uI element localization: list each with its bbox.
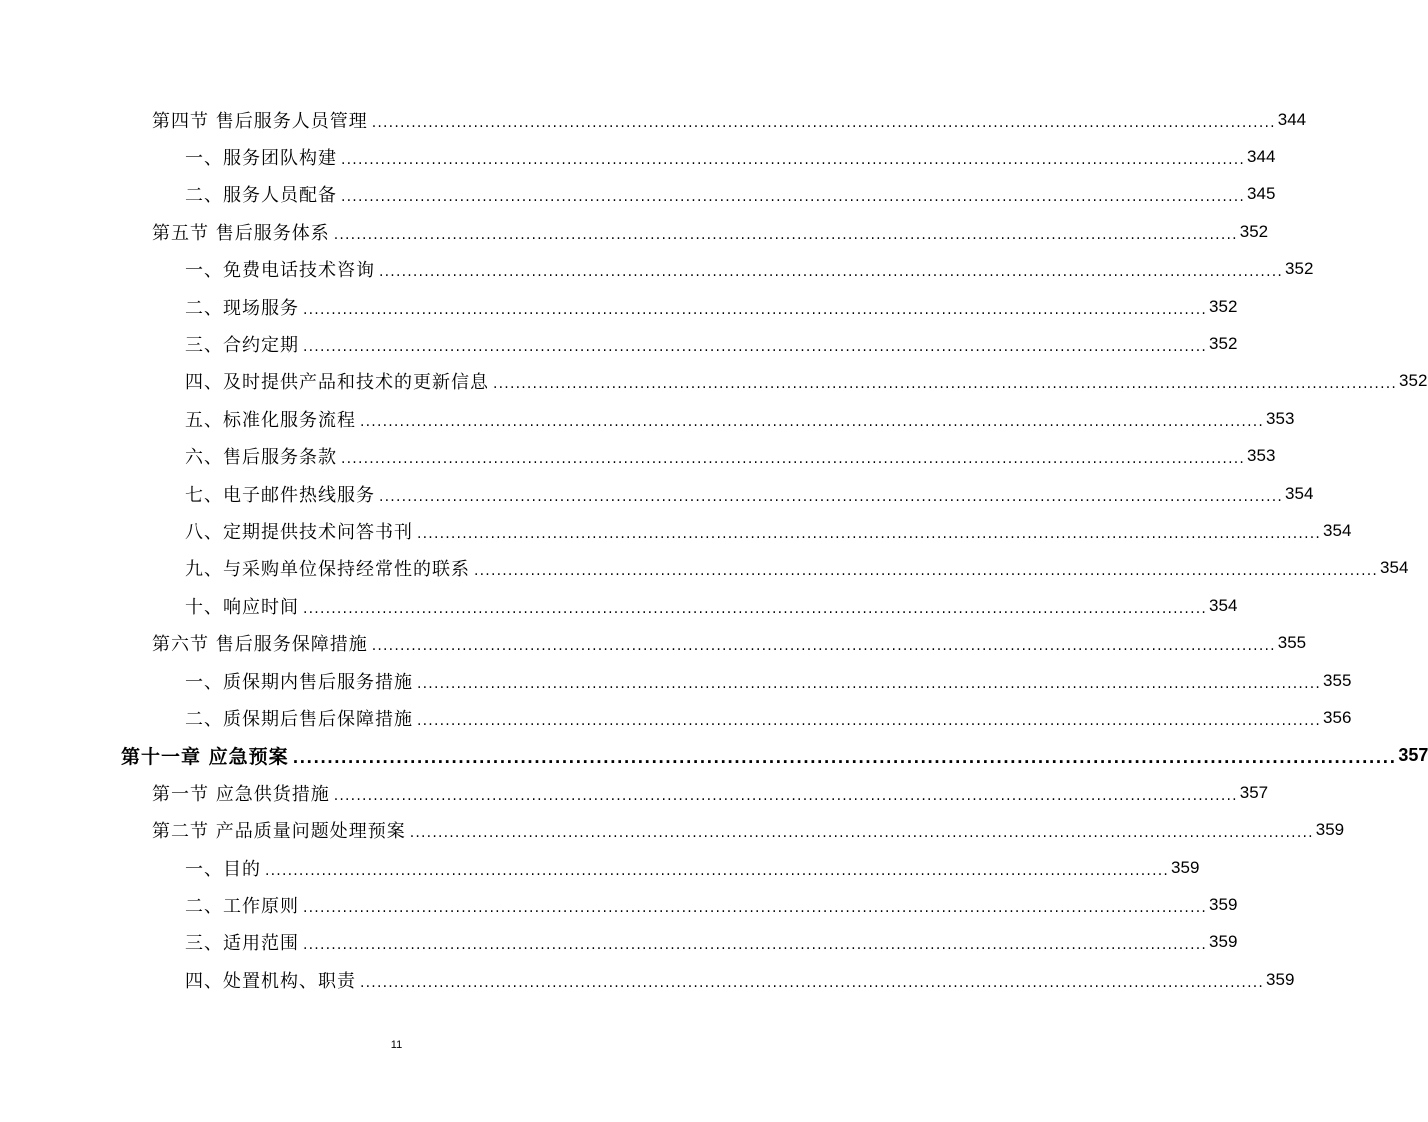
- toc-entry-title: 二、工作原则: [185, 895, 299, 917]
- dot-leader: ................................................................................................................................................................: [360, 974, 1265, 991]
- toc-entry-title: 二、质保期后售后保障措施: [185, 708, 413, 730]
- dot-leader: ................................................................................................................................................................: [341, 189, 1246, 206]
- toc-entry-section[interactable]: [0, 101, 1307, 138]
- dot-leader: ................................................................................................................................................................: [379, 488, 1284, 505]
- toc-entry-title: 四、处置机构、职责: [185, 970, 356, 992]
- toc-entry-item[interactable]: [0, 924, 1238, 961]
- toc-entry-page: 355: [1277, 633, 1307, 653]
- dot-leader: ................................................................................................................................................................: [303, 600, 1208, 617]
- toc-entry-title: 一、免费电话技术咨询: [185, 260, 375, 282]
- toc-entry-title: 八、定期提供技术问答书刊: [185, 521, 413, 543]
- toc-entry-title: 第一节 应急供货措施: [152, 783, 330, 805]
- toc-entry-page: 359: [1266, 969, 1295, 989]
- dot-leader: ................................................................................................................................................................: [379, 264, 1284, 281]
- toc-entry-section[interactable]: [0, 624, 1307, 661]
- toc-entry-title: 第五节 售后服务体系: [152, 222, 330, 244]
- toc-entry-page: 357: [1239, 782, 1269, 802]
- toc-entry-page: 354: [1285, 483, 1314, 503]
- toc-entry-item[interactable]: [0, 325, 1238, 362]
- toc-entry-item[interactable]: [0, 587, 1238, 624]
- toc-entry-item[interactable]: [0, 363, 1428, 400]
- dot-leader: ................................................................................................................................................................: [417, 712, 1322, 729]
- toc-entry-title: 第六节 售后服务保障措施: [152, 634, 368, 656]
- toc-entry-item[interactable]: [0, 662, 1352, 699]
- toc-entry-page: 355: [1323, 670, 1352, 690]
- dot-leader: ................................................................................................................................................................: [333, 787, 1238, 804]
- toc-entry-page: 352: [1285, 259, 1314, 279]
- toc-entry-page: 359: [1209, 894, 1238, 914]
- toc-entry-page: 344: [1247, 147, 1276, 167]
- toc-entry-page: 353: [1247, 446, 1276, 466]
- toc-entry-page: 344: [1277, 109, 1307, 129]
- dot-leader: ................................................................................................................................................................: [303, 339, 1208, 356]
- toc-entry-section[interactable]: [0, 811, 1345, 848]
- toc-entry-title: 第十一章 应急预案: [121, 745, 289, 768]
- toc-entry-page: 352: [1209, 296, 1238, 316]
- toc-entry-item[interactable]: [0, 699, 1352, 736]
- table-of-contents: [0, 101, 1428, 998]
- toc-entry-page: 359: [1209, 932, 1238, 952]
- dot-leader: ................................................................................................................................................................: [265, 862, 1170, 879]
- toc-entry-page: 356: [1323, 707, 1352, 727]
- toc-entry-chapter[interactable]: [0, 737, 1428, 774]
- toc-entry-title: 四、及时提供产品和技术的更新信息: [185, 372, 489, 394]
- toc-entry-item[interactable]: [0, 176, 1276, 213]
- toc-entry-title: 七、电子邮件热线服务: [185, 484, 375, 506]
- toc-entry-section[interactable]: [0, 774, 1269, 811]
- dot-leader: ................................................................................................................................................................: [474, 563, 1379, 580]
- dot-leader: ................................................................................................................................................................: [341, 451, 1246, 468]
- dot-leader: ................................................................................................................................................................: [371, 638, 1276, 655]
- toc-entry-section[interactable]: [0, 213, 1269, 250]
- toc-entry-item[interactable]: [0, 886, 1238, 923]
- toc-entry-page: 354: [1380, 558, 1409, 578]
- toc-entry-title: 五、标准化服务流程: [185, 409, 356, 431]
- dot-leader: ................................................................................................................................................................: [417, 525, 1322, 542]
- toc-entry-item[interactable]: [0, 138, 1276, 175]
- toc-entry-page: 352: [1239, 221, 1269, 241]
- toc-entry-title: 十、响应时间: [185, 596, 299, 618]
- page-number: 11: [390, 1039, 403, 1051]
- toc-entry-title: 九、与采购单位保持经常性的联系: [185, 559, 470, 581]
- toc-entry-item[interactable]: [0, 288, 1238, 325]
- toc-entry-title: 第二节 产品质量问题处理预案: [152, 821, 406, 843]
- dot-leader: ................................................................................................................................................................: [360, 413, 1265, 430]
- dot-leader: ................................................................................................................................................................: [417, 675, 1322, 692]
- dot-leader: ................................................................................................................................................................: [303, 301, 1208, 318]
- toc-entry-item[interactable]: [0, 849, 1200, 886]
- toc-entry-title: 二、服务人员配备: [185, 185, 337, 207]
- toc-entry-title: 六、售后服务条款: [185, 447, 337, 469]
- dot-leader: ................................................................................................................................................................: [493, 376, 1398, 393]
- toc-entry-title: 一、服务团队构建: [185, 148, 337, 170]
- toc-entry-title: 三、适用范围: [185, 933, 299, 955]
- toc-entry-title: 一、目的: [185, 858, 261, 880]
- toc-entry-title: 三、合约定期: [185, 335, 299, 357]
- toc-entry-page: 357: [1398, 744, 1428, 765]
- toc-entry-page: 359: [1171, 857, 1200, 877]
- toc-entry-item[interactable]: [0, 251, 1314, 288]
- toc-entry-page: 354: [1209, 595, 1238, 615]
- toc-entry-page: 352: [1399, 371, 1428, 391]
- dot-leader: ................................................................................................................................................................: [371, 114, 1276, 131]
- dot-leader: ................................................................................................................................................................: [303, 899, 1208, 916]
- toc-entry-item[interactable]: [0, 512, 1352, 549]
- toc-entry-page: 352: [1209, 334, 1238, 354]
- dot-leader: ................................................................................................................................................................: [292, 749, 1397, 768]
- toc-entry-page: 353: [1266, 408, 1295, 428]
- toc-entry-item[interactable]: [0, 438, 1276, 475]
- toc-entry-item[interactable]: [0, 961, 1295, 998]
- toc-entry-item[interactable]: [0, 475, 1314, 512]
- dot-leader: ................................................................................................................................................................: [333, 226, 1238, 243]
- toc-entry-title: 第四节 售后服务人员管理: [152, 110, 368, 132]
- dot-leader: ................................................................................................................................................................: [341, 152, 1246, 169]
- dot-leader: ................................................................................................................................................................: [409, 825, 1314, 842]
- toc-entry-page: 354: [1323, 520, 1352, 540]
- toc-entry-item[interactable]: [0, 400, 1295, 437]
- toc-entry-page: 345: [1247, 184, 1276, 204]
- toc-entry-item[interactable]: [0, 550, 1409, 587]
- toc-entry-title: 二、现场服务: [185, 297, 299, 319]
- toc-entry-page: 359: [1315, 820, 1345, 840]
- toc-entry-title: 一、质保期内售后服务措施: [185, 671, 413, 693]
- dot-leader: ................................................................................................................................................................: [303, 937, 1208, 954]
